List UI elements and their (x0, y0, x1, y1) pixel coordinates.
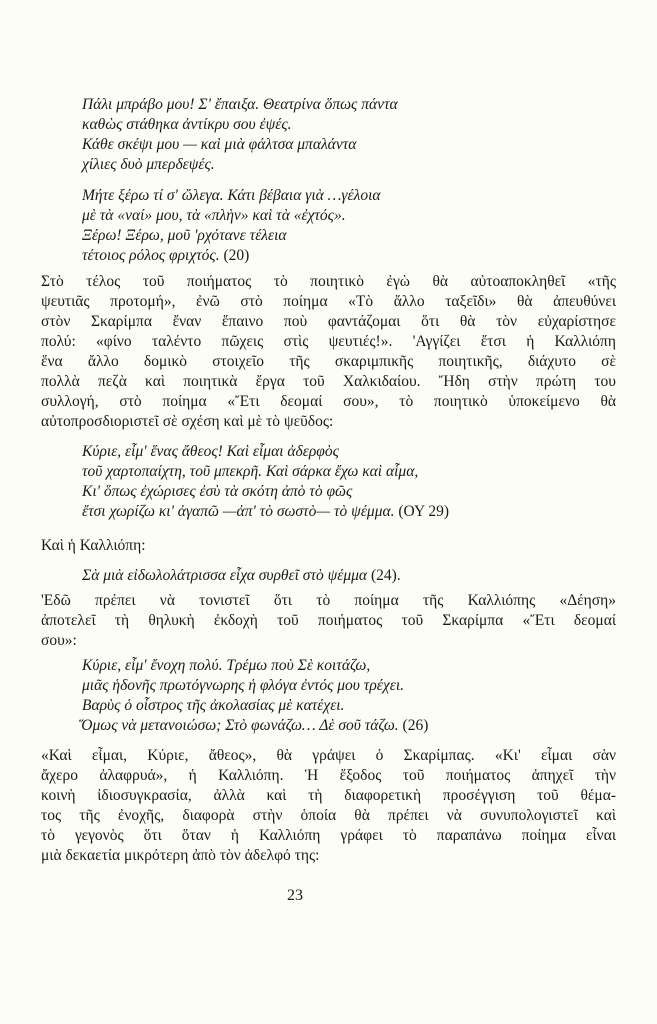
paragraph-line: πολύ: «φίνο ταλέντο πῶχεις στὶς ψευτιές!». 'Αγγίζει ἔτσι ἡ Καλλιόπη (41, 333, 616, 350)
page-reference: (26) (402, 717, 429, 734)
page-reference: (20) (223, 247, 250, 264)
poem-line: τοῦ χαρτοπαίχτη, τοῦ μπεκρῆ. Καὶ σάρκα ἔχω καὶ αἷμα, (82, 463, 419, 480)
paragraph-line: σου»: (41, 632, 77, 649)
poem-line: μιᾶς ἡδονῆς πρωτόγνωρης ἡ φλόγα ἐντός μου τρέχει. (82, 677, 405, 694)
poem-line (82, 246, 249, 266)
page-number: 23 (287, 887, 303, 904)
paragraph-line: ἕνα ἄλλο δομικὸ στοιχεῖο τῆς σκαριμπικῆς ποιητικῆς, διάχυτο σὲ (41, 353, 616, 370)
page-reference: (ΟΥ 29) (398, 503, 450, 520)
poem-line: Κύριε, εἶμ' ἕνας ἄθεος! Καὶ εἶμαι ἀδερφὸς (82, 443, 339, 460)
paragraph-line: τος τῆς ἐνοχῆς, διαφορὰ στὴν ὁποία θὰ πρέπει νὰ συνυπολογιστεῖ καὶ (41, 807, 616, 824)
paragraph-line: ἄχερο ἀλαφρυά», ἡ Καλλιόπη. Ἡ ἔξοδος τοῦ ποιήματος ἀπηχεῖ τὴν (41, 767, 616, 784)
paragraph-line: τὸ γεγονὸς ὅτι ὅταν ἡ Καλλιόπη γράφει τὸ παραπάνω ποίημα εἶναι (41, 827, 616, 844)
paragraph-line: 'Εδῶ πρέπει νὰ τονιστεῖ ὅτι τὸ ποίημα τῆς Καλλιόπης «Δέηση» (41, 592, 616, 609)
paragraph-line: ψευτιᾶς προτομή», ἐνῶ στὸ ποίημα «Τὸ ἄλλο ταξεῖδι» θὰ ἀπευθύνει (41, 293, 616, 310)
paragraph-line: συλλογή, στὸ ποίημα «Ἔτι δεομαί σου», τὸ ποιητικὸ ὑποκείμενο θὰ (41, 393, 616, 410)
poem-line: Πάλι μπράβο μου! Σ' ἔπαιξα. Θεατρίνα ὅπως πάντα (82, 96, 398, 113)
poem-line: Μήτε ξέρω τί σ' ὤλεγα. Κάτι βέβαια γιὰ …γέλοια (82, 187, 381, 204)
poem-line: Ξέρω! Ξέρω, μοῦ 'ρχότανε τέλεια (82, 227, 287, 244)
paragraph-line: αὐτοπροσδιοριστεῖ σὲ σχέση καὶ μὲ τὸ ψεῦδος: (41, 413, 334, 430)
paragraph-line: πολλὰ πεζὰ καὶ ποιητικὰ ἔργα τοῦ Χαλκιδαίου. Ἤδη στὴν πρώτη του (41, 373, 616, 390)
paragraph-line: ἀποτελεῖ τὴ θηλυκὴ ἐκδοχὴ τοῦ ποιήματος τοῦ Σκαρίμπα «Ἔτι δεομαί (41, 612, 616, 629)
poem-line: χίλιες δυὸ μπερδεψές. (82, 156, 215, 173)
paragraph-line: μιὰ δεκαετία μικρότερη ἀπὸ τὸν ἀδελφό της: (41, 847, 320, 864)
poem-line (79, 716, 428, 736)
poem-line: καθὼς στάθηκα ἀντίκρυ σου ἐψές. (82, 116, 292, 133)
body-paragraph-2: Καὶ ἡ Καλλιόπη: (41, 537, 146, 554)
poem-line-text: Ὅμως νὰ μετανοιώσω; Στὸ φωνάζω… Δὲ σοῦ τάζω. (79, 717, 399, 734)
paragraph-line: Στὸ τέλος τοῦ ποιήματος τὸ ποιητικὸ ἐγὼ θὰ αὐτοαποκληθεῖ «τῆς (41, 273, 616, 290)
poem-line-text: ἔτσι χωρίζω κι' ἀγαπῶ —ἀπ' τὸ σωστὸ— τὸ ψέμμα. (82, 503, 395, 520)
poem-line: μὲ τὰ «ναί» μου, τὰ «πλὴν» καὶ τὰ «ἐχτός». (82, 207, 346, 224)
paragraph-line: κοινὴ ἰδιοσυγκρασία, ἀλλὰ καὶ τὴ διαφορετικὴ προσέγγιση τοῦ θέμα- (41, 787, 616, 804)
poem-line-text: τέτοιος ρόλος φριχτός. (82, 247, 220, 264)
poem-line: Κάθε σκέψι μου — καὶ μιὰ φάλτσα μπαλάντα (82, 136, 357, 153)
paragraph-line: στὸν Σκαρίμπα ἔναν ἔπαινο ποὺ φαντάζομαι ὅτι θὰ τὸν εὐχαρίστησε (41, 313, 616, 330)
poem-line-text: Σὰ μιὰ εἰδωλολάτρισσα εἶχα συρθεῖ στὸ ψέμμα (82, 567, 368, 584)
poem-quote-3 (82, 566, 401, 586)
poem-line: Κι' ὅπως ἐχώρισες ἐσὺ τὰ σκότη ἀπὸ τὸ φῶς (82, 483, 353, 500)
poem-line (82, 502, 449, 522)
paragraph-line: «Καὶ εἶμαι, Κύριε, ἄθεος», θὰ γράψει ὁ Σκαρίμπας. «Κι' εἶμαι σὰν (41, 747, 616, 764)
poem-line: Κύριε, εἶμ' ἔνοχη πολύ. Τρέμω ποὺ Σὲ κοιτάζω, (82, 657, 371, 674)
page-reference: (24). (370, 567, 401, 584)
poem-line: Βαρὺς ὁ οἶστρος τῆς ἀκολασίας μὲ κατέχει. (82, 697, 345, 714)
